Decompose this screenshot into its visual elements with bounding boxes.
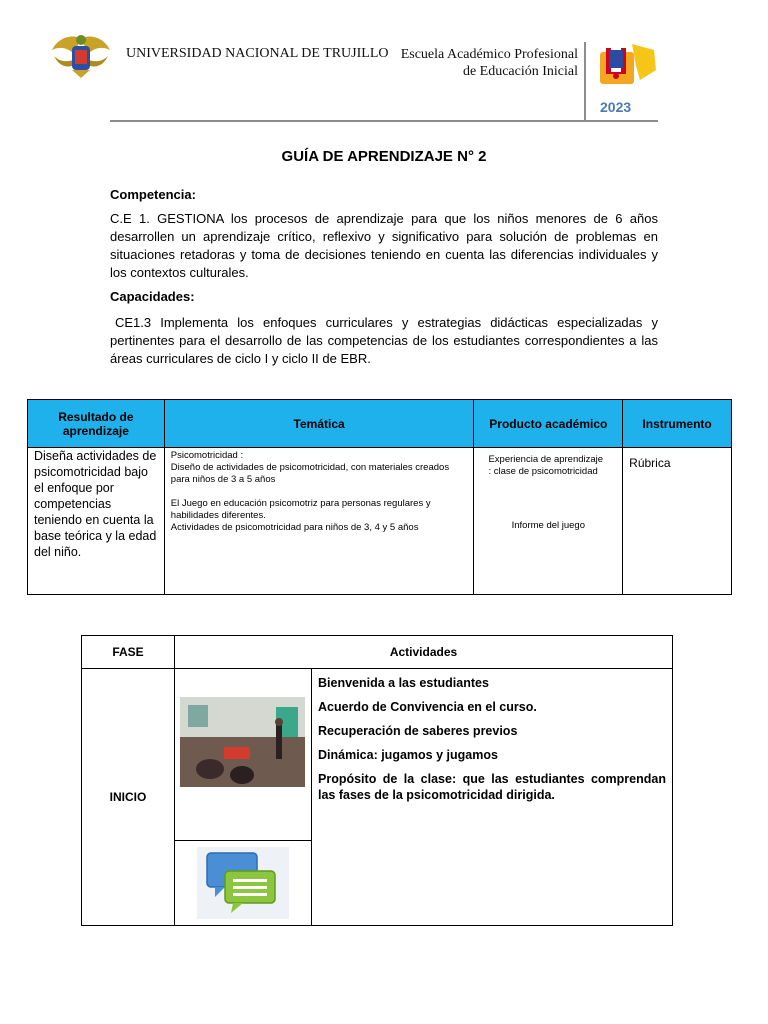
- col-header-tematica: Temática: [164, 400, 474, 448]
- competencia-text: C.E 1. GESTIONA los procesos de aprendizaje para que los niños menores de 6 años desarrollen un aprendizaje crítico, reflexivo y significativo para solución de problemas en situaciones retadoras y toma de decisiones teniendo en cuenta las diferencias individuales y los contextos culturales.: [110, 211, 658, 280]
- classroom-photo: [180, 697, 305, 787]
- activity-item: Acuerdo de Convivencia en el curso.: [318, 700, 537, 714]
- resultado-cell: Diseña actividades de psicomotricidad bajo el enfoque por competencias teniendo en cuenta la base teórica y la edad del niño.: [28, 448, 165, 595]
- learning-results-table: [27, 399, 732, 595]
- instrumento-cell: Rúbrica: [623, 448, 732, 595]
- capacidades-text: CE1.3 Implementa los enfoques curriculares y estrategias didácticas especializadas y pertinentes para el desarrollo de las competencias de los estudiantes correspondientes a las áreas curriculares de ciclo I y ciclo II de EBR.: [110, 315, 658, 366]
- tematica-line-4: Actividades de psicomotricidad para niños de 3, 4 y 5 años: [170, 522, 419, 533]
- activity-item: Bienvenida a las estudiantes: [318, 676, 489, 690]
- col-header-resultado: Resultado de aprendizaje: [28, 400, 165, 448]
- page-title: GUÍA DE APRENDIZAJE N° 2: [281, 148, 487, 165]
- chat-bubbles-icon: [197, 847, 289, 919]
- col-header-actividades: Actividades: [175, 636, 673, 669]
- competencia-label: Competencia:: [110, 187, 196, 202]
- tematica-line-2: Diseño de actividades de psicomotricidad, con materiales creados para niños de 3 a 5 años: [170, 462, 450, 485]
- activities-cell: [312, 669, 673, 926]
- tematica-cell: [164, 448, 474, 595]
- capacidades-label: Capacidades:: [110, 289, 195, 304]
- chat-icon-cell: [175, 841, 312, 926]
- activity-item: Dinámica: jugamos y jugamos: [318, 748, 498, 762]
- activity-item: Propósito de la clase: que las estudiantes comprendan las fases de la psicomotricidad dirigida.: [318, 772, 666, 802]
- school-name: [386, 46, 578, 80]
- producto-cell: [474, 448, 623, 595]
- col-header-instrumento: Instrumento: [623, 400, 732, 448]
- school-line-1: Escuela Académico Profesional: [400, 47, 578, 62]
- fase-cell: INICIO: [82, 669, 175, 926]
- col-header-producto: Producto académico: [474, 400, 623, 448]
- university-name: UNIVERSIDAD NACIONAL DE TRUJILLO: [126, 46, 389, 61]
- header-divider: [110, 120, 658, 122]
- photo-cell: [175, 669, 312, 841]
- school-line-2: de Educación Inicial: [462, 64, 578, 79]
- activity-item: Recuperación de saberes previos: [318, 724, 518, 738]
- tematica-line-1: Psicomotricidad :: [170, 450, 244, 461]
- producto-line-2: Informe del juego: [511, 520, 586, 531]
- col-header-fase: FASE: [82, 636, 175, 669]
- tematica-line-3: El Juego en educación psicomotriz para personas regulares y habilidades diferentes.: [170, 498, 431, 521]
- university-crest-icon: [50, 32, 112, 80]
- year-label: 2023: [600, 99, 632, 115]
- activities-table: [81, 635, 673, 926]
- header-divider-vertical: [584, 42, 586, 120]
- producto-line-1: Experiencia de aprendizaje : clase de psicomotricidad: [488, 454, 604, 477]
- faculty-logo-icon: [596, 40, 658, 88]
